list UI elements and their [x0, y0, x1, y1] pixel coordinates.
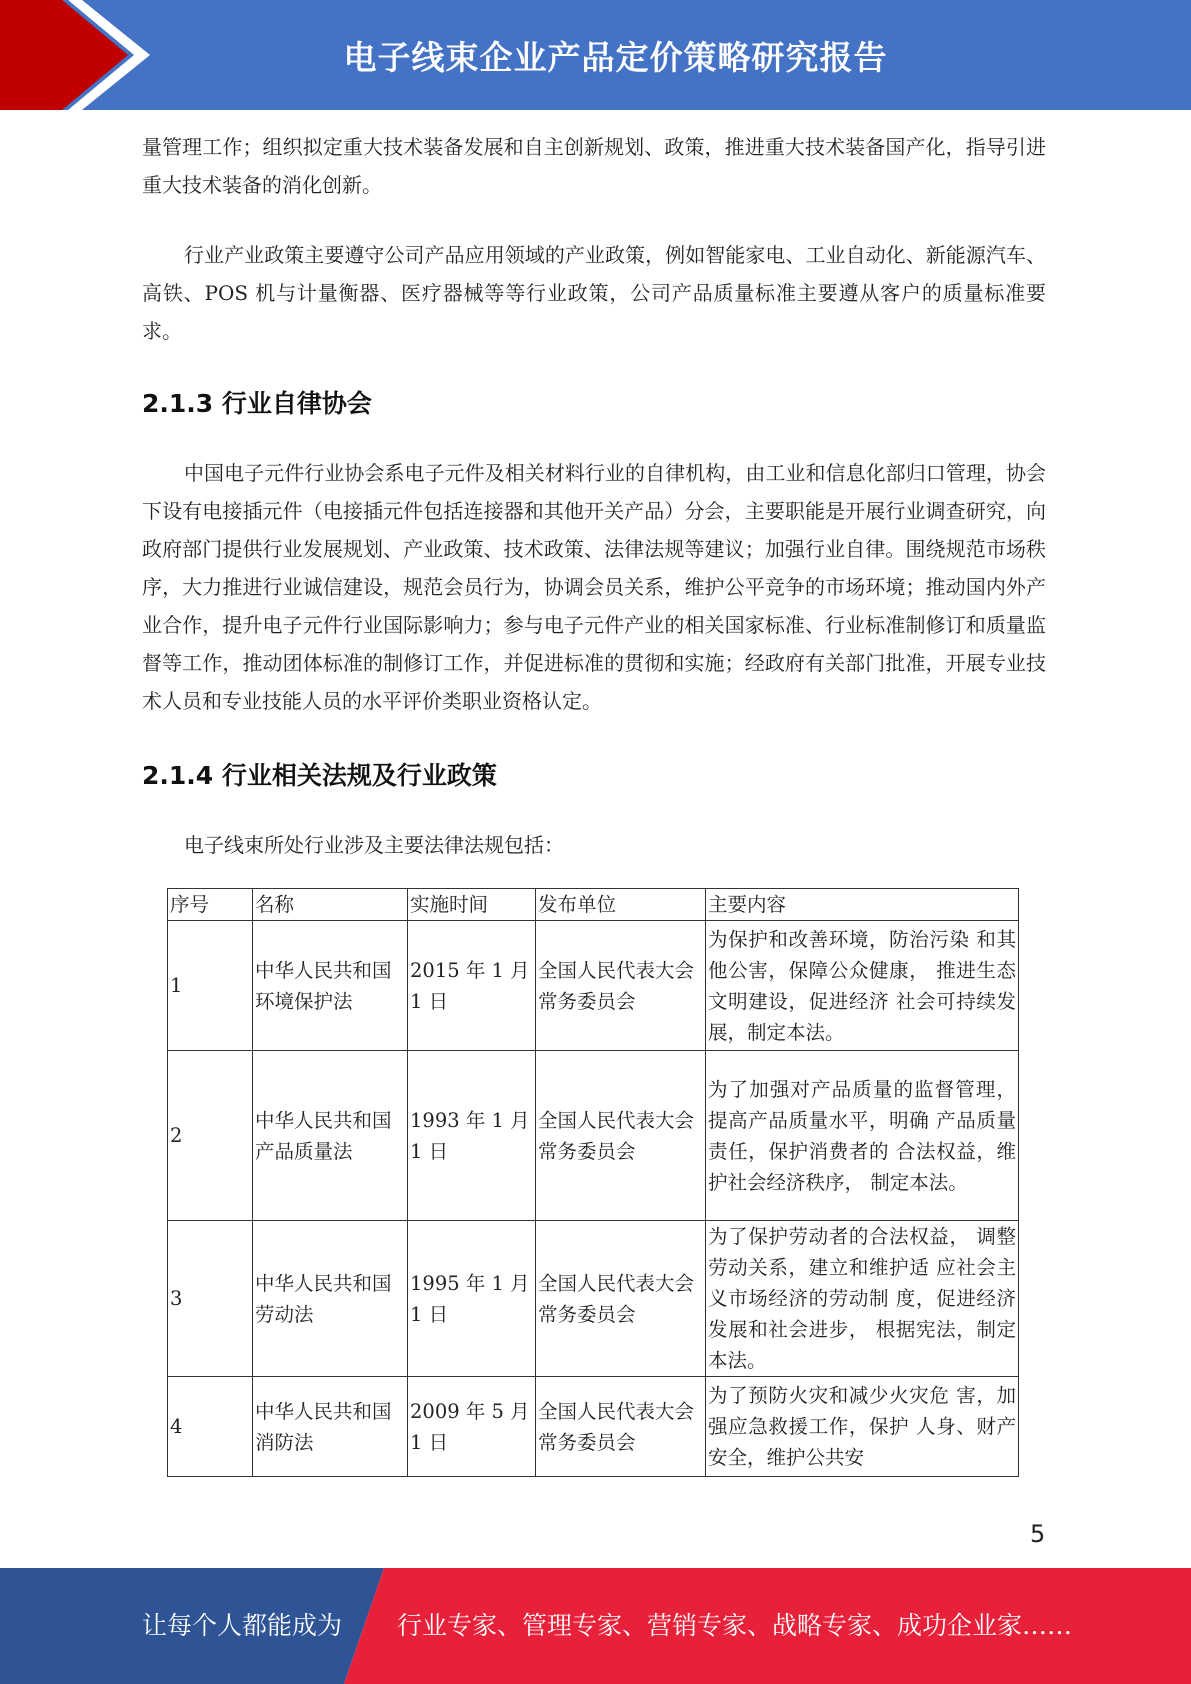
paragraph-1: 量管理工作；组织拟定重大技术装备发展和自主创新规划、政策，推进重大技术装备国产化，指导引进重大技术装备的消化创新。 [142, 135, 1046, 197]
paragraph-4: 电子线束所处行业涉及主要法律法规包括： [184, 833, 564, 857]
report-title: 电子线束企业产品定价策略研究报告 [343, 37, 888, 77]
cell-no: 3 [168, 1221, 253, 1377]
table-row [168, 1377, 1019, 1477]
cell-publisher: 全国人民代表大会常务委员会 [536, 1221, 706, 1377]
table-row [168, 921, 1019, 1051]
cell-content: 为保护和改善环境，防治污染 和其他公害，保障公众健康， 推进生态文明建设，促进经济 社会可持续发展，制定本法。 [706, 921, 1019, 1051]
cell-no: 4 [168, 1377, 253, 1477]
page-footer [0, 1568, 1191, 1684]
cell-content: 为了预防火灾和减少火灾危 害，加强应急救援工作，保护 人身、财产安全，维护公共安 [706, 1377, 1019, 1477]
cell-name: 中华人民共和国环境保护法 [253, 921, 408, 1051]
laws-table [167, 888, 1019, 1477]
cell-publisher: 全国人民代表大会常务委员会 [536, 1051, 706, 1221]
header-publisher: 发布单位 [536, 889, 706, 921]
cell-name: 中华人民共和国劳动法 [253, 1221, 408, 1377]
cell-date: 1993 年 1 月 1 日 [408, 1051, 536, 1221]
paragraph-3: 中国电子元件行业协会系电子元件及相关材料行业的自律机构，由工业和信息化部归口管理，协会下设有电接插元件（电接插元件包括连接器和其他开关产品）分会，主要职能是开展行业调查研究，向政府部门提供行业发展规划、产业政策、技术政策、法律法规等建议；加强行业自律。围绕规范市场秩序，大力推进行业诚信建设，规范会员行为，协调会员关系，维护公平竞争的市场环境；推动国内外产业合作，提升电子元件行业国际影响力；参与电子元件产业的相关国家标准、行业标准制修订和质量监督等工作，推动团体标准的制修订工作，并促进标准的贯彻和实施；经政府有关部门批准，开展专业技术人员和专业技能人员的水平评价类职业资格认定。 [142, 461, 1046, 713]
cell-publisher: 全国人民代表大会常务委员会 [536, 921, 706, 1051]
cell-no: 1 [168, 921, 253, 1051]
table-row [168, 1051, 1019, 1221]
header-name: 名称 [253, 889, 408, 921]
header-date: 实施时间 [408, 889, 536, 921]
page-header [0, 0, 1191, 110]
cell-date: 2009 年 5 月 1 日 [408, 1377, 536, 1477]
footer-slogan-left: 让每个人都能成为 [142, 1611, 343, 1640]
cell-date: 2015 年 1 月 1 日 [408, 921, 536, 1051]
cell-date: 1995 年 1 月 1 日 [408, 1221, 536, 1377]
cell-no: 2 [168, 1051, 253, 1221]
footer-slogan-right: 行业专家、管理专家、营销专家、战略专家、成功企业家…… [397, 1611, 1073, 1640]
cell-name: 中华人民共和国产品质量法 [253, 1051, 408, 1221]
main-content [142, 128, 1046, 864]
paragraph-2: 行业产业政策主要遵守公司产品应用领域的产业政策，例如智能家电、工业自动化、新能源汽车、高铁、POS 机与计量衡器、医疗器械等等行业政策，公司产品质量标准主要遵从客户的质量标准要求。 [142, 243, 1046, 343]
header-content: 主要内容 [706, 889, 1019, 921]
section-heading-2-1-3: 2.1.3 行业自律协会 [142, 389, 372, 418]
page-number: 5 [1030, 1520, 1046, 1548]
table-header-row [168, 889, 1019, 921]
cell-content: 为了保护劳动者的合法权益， 调整劳动关系，建立和维护适 应社会主义市场经济的劳动制 度，促进经济发展和社会进步， 根据宪法，制定本法。 [706, 1221, 1019, 1377]
section-heading-2-1-4: 2.1.4 行业相关法规及行业政策 [142, 761, 497, 790]
cell-content: 为了加强对产品质量的监督管理，提高产品质量水平，明确 产品质量责任，保护消费者的 合法权益，维护社会经济秩序， 制定本法。 [706, 1051, 1019, 1221]
table-row [168, 1221, 1019, 1377]
header-no: 序号 [168, 889, 253, 921]
cell-publisher: 全国人民代表大会常务委员会 [536, 1377, 706, 1477]
cell-name: 中华人民共和国消防法 [253, 1377, 408, 1477]
